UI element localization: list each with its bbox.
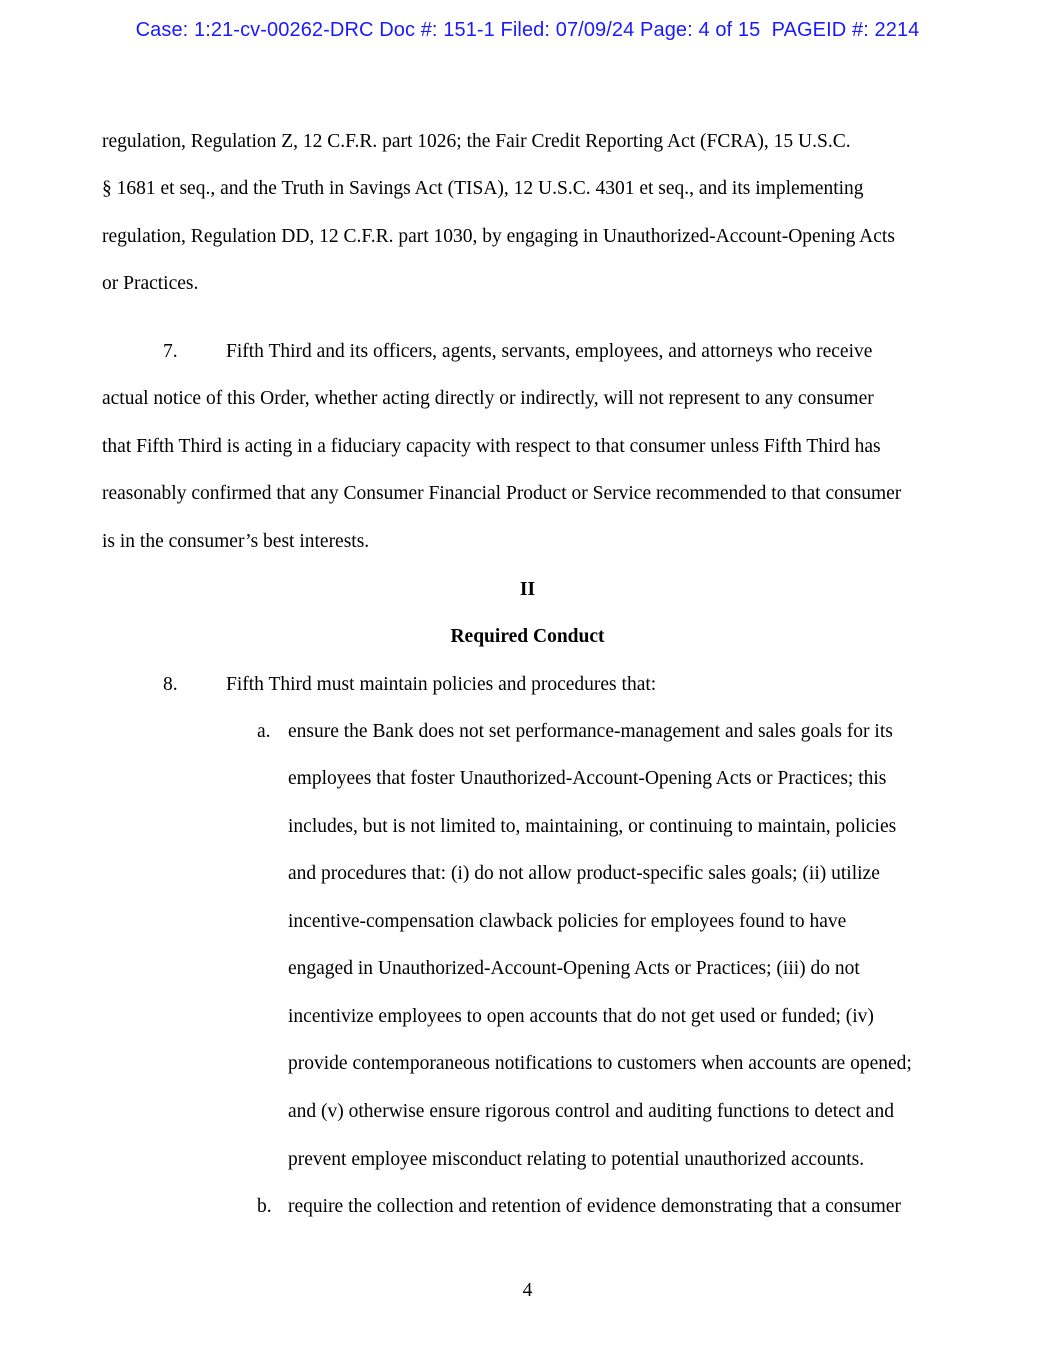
- item-a-line: includes, but is not limited to, maintaining, or continuing to maintain, policies: [288, 816, 897, 837]
- section-title: Required Conduct: [450, 626, 605, 647]
- section-numeral: II: [519, 579, 536, 600]
- page-number: 4: [522, 1280, 533, 1301]
- item-b-marker: b.: [257, 1196, 272, 1217]
- paragraph-7-line: that Fifth Third is acting in a fiduciary capacity with respect to that consumer unless Fifth Third has: [102, 436, 881, 457]
- item-b-line: require the collection and retention of evidence demonstrating that a consumer: [288, 1196, 901, 1217]
- paragraph-7-line: is in the consumer’s best interests.: [102, 531, 370, 552]
- item-a-marker: a.: [257, 721, 271, 742]
- case-header-stamp: Case: 1:21-cv-00262-DRC Doc #: 151-1 Filed: 07/09/24 Page: 4 of 15 PAGEID #: 2214: [135, 19, 920, 41]
- paragraph-8-number: 8.: [163, 674, 178, 695]
- paragraph-7-line: Fifth Third and its officers, agents, servants, employees, and attorneys who receive: [226, 341, 873, 362]
- item-a-line: incentive-compensation clawback policies for employees found to have: [288, 911, 847, 932]
- paragraph-8-text: Fifth Third must maintain policies and procedures that:: [226, 674, 657, 695]
- paragraph-7-line: reasonably confirmed that any Consumer Financial Product or Service recommended to that consumer: [102, 483, 902, 504]
- continued-paragraph-line: or Practices.: [102, 273, 199, 294]
- paragraph-7-number: 7.: [163, 341, 178, 362]
- item-a-line: employees that foster Unauthorized-Account-Opening Acts or Practices; this: [288, 768, 887, 789]
- continued-paragraph-line: regulation, Regulation DD, 12 C.F.R. part 1030, by engaging in Unauthorized-Account-Opening Acts: [102, 226, 895, 247]
- paragraph-7-line: actual notice of this Order, whether acting directly or indirectly, will not represent to any consumer: [102, 388, 874, 409]
- item-a-line: ensure the Bank does not set performance-management and sales goals for its: [288, 721, 893, 742]
- item-a-line: provide contemporaneous notifications to customers when accounts are opened;: [288, 1053, 912, 1074]
- item-a-line: and procedures that: (i) do not allow product-specific sales goals; (ii) utilize: [288, 863, 880, 884]
- item-a-line: prevent employee misconduct relating to potential unauthorized accounts.: [288, 1149, 865, 1170]
- item-a-line: incentivize employees to open accounts that do not get used or funded; (iv): [288, 1006, 874, 1027]
- item-a-line: engaged in Unauthorized-Account-Opening Acts or Practices; (iii) do not: [288, 958, 860, 979]
- continued-paragraph-line: § 1681 et seq., and the Truth in Savings Act (TISA), 12 U.S.C. 4301 et seq., and its implementing: [102, 178, 864, 199]
- continued-paragraph-line: regulation, Regulation Z, 12 C.F.R. part 1026; the Fair Credit Reporting Act (FCRA), 15 U.S.C.: [102, 131, 851, 152]
- item-a-line: and (v) otherwise ensure rigorous control and auditing functions to detect and: [288, 1101, 894, 1122]
